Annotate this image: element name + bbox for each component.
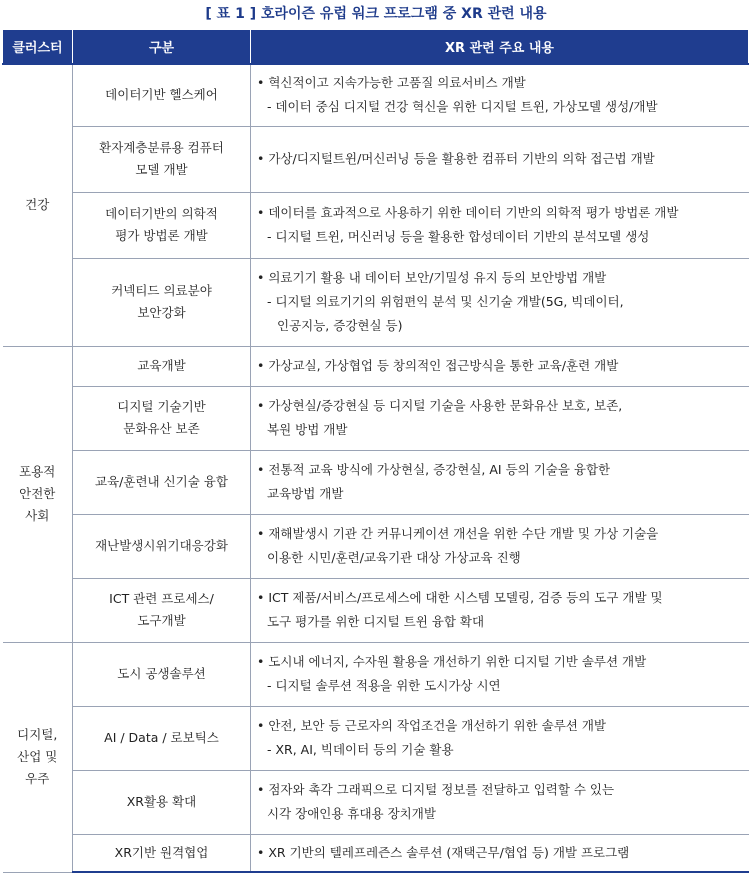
bullet-line: • 재해발생시 기관 간 커뮤니케이션 개선을 위한 수단 개발 및 가상 기술을: [257, 526, 659, 541]
category-label: 도구개발: [137, 613, 186, 628]
sub-line: 교육방법 개발: [267, 486, 344, 501]
cluster-health: [3, 64, 73, 346]
bullet-line: • 점자와 촉각 그래픽으로 디지털 정보를 전달하고 입력할 수 있는: [257, 782, 615, 797]
bullet-line: • 가상교실, 가상협업 등 창의적인 접근방식을 통한 교육/훈련 개발: [257, 358, 619, 373]
xr-horizon-europe-table: [2, 30, 749, 873]
sub-line: 이용한 시민/훈련/교육기관 대상 가상교육 진행: [267, 550, 521, 565]
table-row: [3, 258, 749, 346]
sub-line: - 디지털 의료기기의 위험편익 분석 및 신기술 개발(5G, 빅데이터,: [267, 294, 624, 309]
cluster-label: 사회: [25, 508, 50, 523]
category-cell: [73, 834, 251, 872]
category-label: 디지털 기술기반: [117, 399, 206, 414]
category-cell: [73, 706, 251, 770]
bullet-line: • 데이터를 효과적으로 사용하기 위한 데이터 기반의 의학적 평가 방법론 개발: [257, 205, 679, 220]
category-cell: [73, 386, 251, 450]
table-caption: [ 표 1 ] 호라이즌 유럽 워크 프로그램 중 XR 관련 내용: [205, 6, 547, 22]
category-label: 보안강화: [137, 305, 186, 320]
category-cell: [73, 258, 251, 346]
table-row: [3, 514, 749, 578]
header-content: XR 관련 주요 내용: [251, 30, 749, 64]
table-row: [3, 578, 749, 642]
content-cell: [251, 706, 749, 770]
bullet-line: • 가상/디지털트윈/머신러닝 등을 활용한 컴퓨터 기반의 의학 접근법 개발: [257, 151, 655, 166]
content-cell: [251, 578, 749, 642]
sub-line: 복원 방법 개발: [267, 422, 348, 437]
category-cell: [73, 514, 251, 578]
table-row: [3, 834, 749, 872]
category-cell: [73, 64, 251, 126]
table-row: [3, 192, 749, 258]
cluster-label: 건강: [25, 197, 50, 213]
category-label: 데이터기반의 의학적: [105, 206, 218, 221]
category-cell: [73, 578, 251, 642]
bullet-line: • 도시내 에너지, 수자원 활용을 개선하기 위한 디지털 기반 솔루션 개발: [257, 654, 647, 669]
sub-line: 도구 평가를 위한 디지털 트윈 융합 확대: [267, 614, 485, 629]
sub-line: - 디지털 솔루션 적용을 위한 도시가상 시연: [267, 678, 501, 693]
content-cell: [251, 834, 749, 872]
bullet-line: • ICT 제품/서비스/프로세스에 대한 시스템 모델링, 검증 등의 도구 개발 및: [257, 590, 663, 605]
table-row: [3, 126, 749, 192]
sub-line: - 디지털 트윈, 머신러닝 등을 활용한 합성데이터 기반의 분석모델 생성: [267, 229, 650, 244]
category-label: 재난발생시위기대응강화: [95, 538, 228, 553]
category-label: 평가 방법론 개발: [115, 228, 208, 243]
category-label: 교육개발: [137, 358, 186, 373]
category-cell: [73, 192, 251, 258]
sub-line: - XR, AI, 빅데이터 등의 기술 활용: [267, 742, 454, 757]
cluster-label: 디지털,: [17, 727, 58, 742]
table-row: [3, 642, 749, 706]
sub-line: 인공지능, 증강현실 등): [277, 318, 403, 333]
category-label: 데이터기반 헬스케어: [105, 87, 218, 103]
bullet-line: • 가상현실/증강현실 등 디지털 기술을 사용한 문화유산 보호, 보존,: [257, 398, 623, 413]
cluster-society: [3, 346, 73, 642]
sub-line: - 데이터 중심 디지털 건강 혁신을 위한 디지털 트윈, 가상모델 생성/개발: [267, 99, 658, 115]
content-cell: [251, 192, 749, 258]
content-cell: [251, 450, 749, 514]
category-cell: [73, 450, 251, 514]
category-cell: [73, 642, 251, 706]
content-cell: [251, 386, 749, 450]
category-label: 도시 공생솔루션: [117, 666, 206, 681]
category-label: 교육/훈련내 신기술 융합: [95, 474, 228, 489]
category-label: XR기반 원격협업: [114, 844, 209, 860]
category-cell: [73, 346, 251, 386]
cluster-label: 안전한: [19, 486, 56, 501]
content-cell: [251, 258, 749, 346]
cluster-label: 산업 및: [17, 749, 58, 764]
content-cell: [251, 770, 749, 834]
table-row: [3, 346, 749, 386]
category-label: AI / Data / 로보틱스: [104, 730, 219, 745]
table-row: [3, 64, 749, 126]
category-label: 환자계층분류용 컴퓨터: [99, 140, 224, 155]
category-cell: [73, 770, 251, 834]
bullet-line: • 전통적 교육 방식에 가상현실, 증강현실, AI 등의 기술을 융합한: [257, 462, 611, 477]
table-row: [3, 770, 749, 834]
table-row: [3, 450, 749, 514]
header-category: 구분: [73, 30, 251, 64]
content-cell: [251, 346, 749, 386]
category-label: 모델 개발: [135, 162, 188, 177]
category-label: 커넥티드 의료분야: [111, 283, 212, 298]
content-cell: [251, 642, 749, 706]
content-cell: [251, 126, 749, 192]
cluster-label: 포용적: [19, 464, 56, 479]
category-cell: [73, 126, 251, 192]
content-cell: [251, 64, 749, 126]
header-row: [3, 30, 749, 64]
header-cluster: 클러스터: [3, 30, 73, 64]
table-row: [3, 386, 749, 450]
bullet-line: • 혁신적이고 지속가능한 고품질 의료서비스 개발: [257, 75, 526, 91]
bullet-line: • XR 기반의 텔레프레즌스 솔루션 (재택근무/협업 등) 개발 프로그램: [257, 844, 630, 860]
bullet-line: • 안전, 보안 등 근로자의 작업조건을 개선하기 위한 솔루션 개발: [257, 718, 606, 733]
sub-line: 시각 장애인용 휴대용 장치개발: [267, 806, 436, 821]
category-label: ICT 관련 프로세스/: [109, 591, 214, 606]
table-row: [3, 706, 749, 770]
category-label: 문화유산 보존: [123, 421, 200, 436]
cluster-label: 우주: [25, 771, 50, 786]
bullet-line: • 의료기기 활용 내 데이터 보안/기밀성 유지 등의 보안방법 개발: [257, 270, 607, 285]
cluster-digital: [3, 642, 73, 872]
content-cell: [251, 514, 749, 578]
category-label: XR활용 확대: [126, 794, 197, 809]
